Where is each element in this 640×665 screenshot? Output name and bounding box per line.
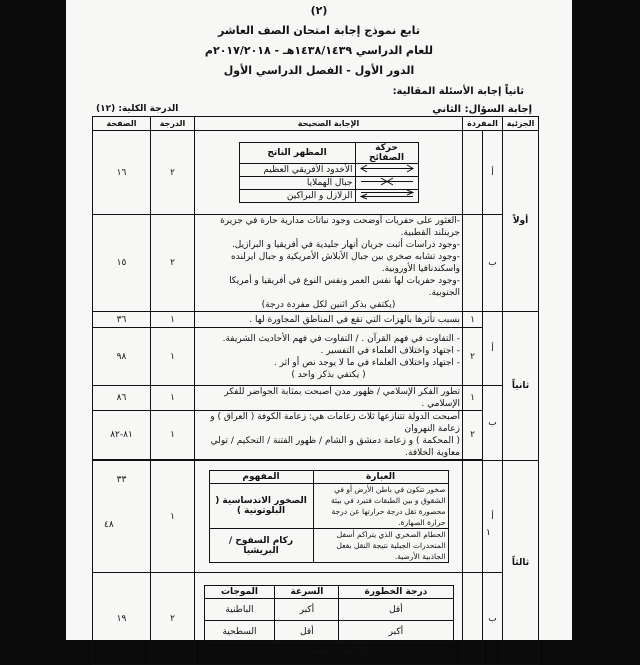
page-second-marker: ٤٨ bbox=[104, 520, 114, 530]
interpretation-answer: - التفاوت في فهم القرآن . / التفاوت في فهم الأحاديث الشريفة. - اجتهاد واختلاف العلماء في التفسير . - اجتهاد واختلاف العلماء في ما لا يوجد نص أو اثر . ( يكتفي بذكر واحد ) bbox=[195, 328, 463, 386]
q-second-label: ثانياً bbox=[503, 312, 539, 461]
grading-note: لكل مفردة نصف درجة. bbox=[289, 646, 368, 655]
plates-table: حركة الصفائح المظهر الناتج الأخدود الأفريقي العظيم جبال الهملايا الزلازل و البراكين bbox=[239, 142, 419, 203]
col-grade: الدرجة bbox=[151, 117, 195, 131]
total-grade: الدرجة الكلية: (١٢) bbox=[96, 104, 179, 114]
section-title: ثانياً إجابة الأسئلة المقالية: bbox=[392, 86, 524, 97]
arrow-convergent-icon bbox=[355, 177, 418, 190]
leadership-answer: أصبحت الدولة تتنازعها ثلاث زعامات هي: زعامة الكوفة ( العراق ) و زعامة النهروان ( المحكمة ) و زعامة دمشق و الشام / ظهور الفتنة / التحكيم / تولي معاوية الخلافة. bbox=[195, 411, 463, 460]
q-first-label: أولاً bbox=[503, 131, 539, 312]
answer-table: الجزئية المفردة الإجابة الصحيحة الدرجة الصفحة أولاً أ حركة الصفائح المظهر الناتج الأخدود الأفريقي العظيم جبال الهملايا الزلازل و البراكين ٢ ١٦ ب -العثور على حفريات أوضحت وجود نباتات مدارية حارة في جزيرة جرينلند القطبية. -وجود دراسات أثبت جريان أنهار جليدية في أفريقيا و البرازيل. -وجود تشابه صخري بين جبال الأبلاش الأمريكية و جبال ايرلنده واسكندنافيا الأوروبية. -وجود حفريات لها نفس العمر ونفس النوع في أفريقيا و أمريكا الجنوبية. (يكتفي بذكر اثنين لكل مفردة درجة) ٢ ١٥ ثانياً أ ١ بسبب تأثرها بالهزات التي تقع في المناطق المجاورة لها . ١ ٣٦ ٢ - التفاوت في فهم القرآن . / التفاوت في فهم الأحاديث الشريفة. - اجتهاد واختلاف العلماء في التفسير . - اجتهاد واختلاف العلماء في ما لا يوجد نص أو اثر . ( يكتفي بذكر واحد ) ١ ٩٨ ب ١ تطور الفكر الإسلامي / ظهور مدن أصبحت بمثابة الحواضر للفكر الإسلامي . ١ ٨٦ ٢ أصبحت الدولة تتنازعها ثلاث زعامات هي: زعامة الكوفة ( العراق ) و زعامة النهروان ( المحكمة ) و زعامة دمشق و الشام / ظهور الفتنة / التحكيم / تولي معاوية الخلافة. ١ ٨١-٨٢ ثالثاً أ العبارة المفهوم صخور تتكون في باطن الأرض أو في الشقوق و بين الطبقات فتبرد في بيئة محصورة تقل درجة حرارتها عن درجة حرارة الصهارة. الصخور الاندساسية ( البلوتونية ) الحطام الصخري الذي يتراكم أسفل المنحدرات الجبلية نتيجة النقل بفعل الجاذبية الأرضية. ركام السفوح / البريشيا ١ ٣٣ ب درجة الخطورة السرعة الموجات أقل أكبر الباطنية أكبر أقل السطحية لكل مفردة نصف درجة. ٢ ١٩ bbox=[92, 116, 539, 665]
grade-second-marker: ١ bbox=[486, 528, 491, 538]
concepts-table: العبارة المفهوم صخور تتكون في باطن الأرض أو في الشقوق و بين الطبقات فتبرد في بيئة محصورة تقل درجة حرارتها عن درجة حرارة الصهارة. الصخور الاندساسية ( البلوتونية ) الحطام الصخري الذي يتراكم أسفل المنحدرات الجبلية نتيجة النقل بفعل الجاذبية الأرضية. ركام السفوح / البريشيا bbox=[209, 470, 449, 563]
q-third-label: ثالثاً bbox=[503, 461, 539, 665]
arrow-transform-icon bbox=[355, 190, 418, 203]
col-answer: الإجابة الصحيحة bbox=[195, 117, 463, 131]
part-a: أ bbox=[483, 131, 503, 215]
exam-page bbox=[66, 0, 572, 655]
col-page: الصفحة bbox=[93, 117, 151, 131]
part-b: ب bbox=[483, 386, 503, 461]
part-b: ب bbox=[483, 215, 503, 312]
arrow-divergent-icon bbox=[355, 164, 418, 177]
question-label: إجابة السؤال: الثاني bbox=[432, 104, 532, 115]
fossil-evidence-answer: -العثور على حفريات أوضحت وجود نباتات مدارية حارة في جزيرة جرينلند القطبية. -وجود دراسات أثبت جريان أنهار جليدية في أفريقيا و البرازيل. -وجود تشابه صخري بين جبال الأبلاش الأمريكية و جبال ايرلنده واسكندنافيا الأوروبية. -وجود حفريات لها نفس العمر ونفس النوع في أفريقيا و أمريكا الجنوبية. (يكتفي بذكر اثنين لكل مفردة درجة) bbox=[195, 215, 463, 312]
col-item: المفردة bbox=[463, 117, 503, 131]
header-line2: للعام الدراسي ١٤٣٨/١٤٣٩هـ - ٢٠١٧/٢٠١٨م bbox=[204, 44, 434, 57]
page-number: (٢) bbox=[310, 4, 328, 17]
header-line3: الدور الأول - الفصل الدراسي الأول bbox=[223, 64, 415, 77]
header-line1: تابع نموذج إجابة امتحان الصف العاشر bbox=[218, 24, 420, 37]
part-a: أ bbox=[483, 312, 503, 386]
col-part: الجزئية bbox=[503, 117, 539, 131]
waves-table: درجة الخطورة السرعة الموجات أقل أكبر الباطنية أكبر أقل السطحية bbox=[204, 585, 454, 643]
